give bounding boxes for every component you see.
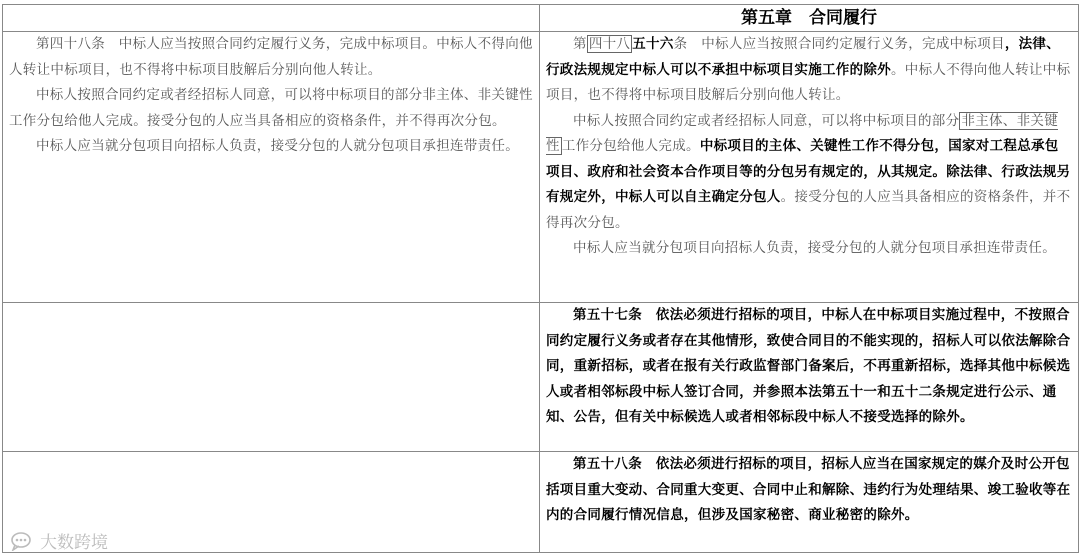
watermark-text: 大数跨境 [40,533,108,553]
old-48-paragraph-1: 第四十八条 中标人应当按照合同约定履行义务，完成中标项目。中标人不得向他人转让中标项目，也不得将中标项目肢解后分别向他人转让。 [9,36,533,78]
article-58-row [3,452,1079,553]
old-48-paragraph-3: 中标人应当就分包项目向招标人负责，接受分包的人就分包项目承担连带责任。 [36,138,519,154]
chapter-title: 第五章 合同履行 [540,5,1079,32]
old-article-48 [3,32,540,303]
new-56-paragraph-2 [546,109,1072,237]
article-57-text: 第五十七条 依法必须进行招标的项目，中标人在中标项目实施过程中，不按照合同约定履行义务或者存在其他情形，致使合同目的不能实现的，招标人可以依法解除合同，重新招标，或者在报有关行政监督部门备案后，不再重新招标，选择其他中标候选人或者相邻标段中标人签订合同，并参照本法第五十一和五十二条规定进行公示、通知、公告，但有关中标候选人或者相邻标段中标人不接受选择的除外。 [546,307,1071,425]
new-article-56 [540,32,1079,303]
added-text: ，法律、行政法规规定中标人可以不承担中标项目实施工作的除外 [546,36,1061,78]
deleted-box: 非主体、非关键性 [546,112,1059,154]
text-span: 。中标人不得向他人转让中标项目，也不得将中标项目肢解后分别向他人转让。 [546,61,1071,103]
added-text: 五十六 [632,36,674,52]
added-text: 中标项目的主体、关键性工作不得分包，国家对工程总承包项目、政府和社会资本合作项目等的分包另有规定的，从其规定。除法律、行政法规另有规定外，中标人可以自主确定分包人 [546,138,1071,205]
new-article-58 [540,452,1079,553]
article-48-row [3,32,1079,303]
new-56-paragraph-3: 中标人应当就分包项目向招标人负责，接受分包的人就分包项目承担连带责任。 [573,240,1056,256]
text-span: 条 中标人应当按照合同约定履行义务，完成中标项目 [673,36,1005,52]
comparison-table [2,4,1079,553]
header-left-cell [3,5,540,32]
old-48-paragraph-2: 中标人按照合同约定或者经招标人同意，可以将中标项目的部分非主体、非关键性工作分包给他人完成。接受分包的人应当具备相应的资格条件，并不得再次分包。 [9,87,533,129]
chat-bubble-icon [10,531,36,551]
text-span: 第 [573,36,587,52]
article-57-row [3,303,1079,452]
text-span: 工作分包给他人完成。 [561,138,700,154]
header-row [3,5,1079,32]
article-58-text: 第五十八条 依法必须进行招标的项目，招标人应当在国家规定的媒介及时公开包括项目重大变动、合同重大变更、合同中止和解除、违约行为处理结果、竣工验收等在内的合同履行情况信息，但涉及国家秘密、商业秘密的除外。 [546,456,1071,523]
new-56-paragraph-1 [546,32,1072,109]
new-article-57 [540,303,1079,452]
watermark [10,528,108,553]
empty-left-cell [3,303,540,452]
deleted-box: 四十八 [588,36,631,52]
text-span: 中标人按照合同约定或者经招标人同意，可以将中标项目的部分 [573,112,960,129]
text-span: 。接受分包的人应当具备相应的资格条件，并不得再次分包。 [546,189,1071,231]
